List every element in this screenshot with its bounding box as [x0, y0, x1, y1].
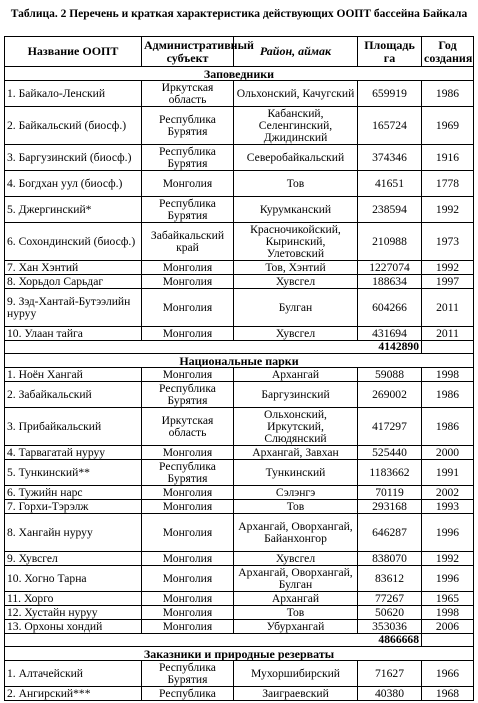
cell-area: 646287	[358, 514, 422, 552]
table-row	[5, 223, 474, 261]
table-row	[5, 514, 474, 552]
table-row	[5, 382, 474, 408]
header-name: Название ООПТ	[5, 37, 142, 67]
cell-name: 5. Джергинский*	[5, 197, 142, 223]
cell-area: 353036	[358, 620, 422, 634]
cell-name: 6. Тужийн нарс	[5, 486, 142, 500]
cell-area: 40380	[358, 687, 422, 701]
table-row	[5, 275, 474, 289]
cell-name: 3. Баргузинский (биосф.)	[5, 145, 142, 171]
cell-district: Красночикойский, Кыринский, Улетовский	[234, 223, 358, 261]
cell-name: 2. Забайкальский	[5, 382, 142, 408]
cell-district: Булган	[234, 289, 358, 327]
table-row	[5, 446, 474, 460]
section-title: Национальные парки	[5, 354, 474, 368]
cell-area: 1227074	[358, 261, 422, 275]
cell-year: 1998	[422, 606, 474, 620]
cell-district: Убурхангай	[234, 620, 358, 634]
header-district: Район, аймак	[234, 37, 358, 67]
cell-area: 41651	[358, 171, 422, 197]
cell-name: 2. Байкальский (биосф.)	[5, 107, 142, 145]
section-total: 4866668	[5, 634, 422, 647]
cell-district: Тов	[234, 500, 358, 514]
section-total-row	[5, 634, 474, 647]
cell-name: 4. Богдхан уул (биосф.)	[5, 171, 142, 197]
cell-year: 1986	[422, 408, 474, 446]
section-header-row	[5, 354, 474, 368]
cell-year: 1969	[422, 107, 474, 145]
cell-area: 604266	[358, 289, 422, 327]
cell-year: 1778	[422, 171, 474, 197]
table-row	[5, 261, 474, 275]
cell-year: 1992	[422, 197, 474, 223]
cell-year: 1992	[422, 261, 474, 275]
cell-admin: Монголия	[142, 368, 234, 382]
section-title: Заказники и природные резерваты	[5, 647, 474, 661]
cell-name: 1. Алтачейский	[5, 661, 142, 687]
cell-admin: Монголия	[142, 514, 234, 552]
cell-admin: Монголия	[142, 620, 234, 634]
cell-name: 1. Байкало-Ленский	[5, 81, 142, 107]
cell-admin: Республика	[142, 687, 234, 701]
cell-name: 9. Зэд-Хантай-Бутээлийн нуруу	[5, 289, 142, 327]
cell-name: 10. Хогно Тарна	[5, 566, 142, 592]
cell-area: 293168	[358, 500, 422, 514]
cell-name: 7. Горхи-Тэрэлж	[5, 500, 142, 514]
table-row	[5, 145, 474, 171]
section-header-row	[5, 647, 474, 661]
cell-year: 2011	[422, 289, 474, 327]
cell-year: 1986	[422, 382, 474, 408]
cell-area: 431694	[358, 327, 422, 341]
cell-district: Архангай, Завхан	[234, 446, 358, 460]
header-admin: Административный субъект	[142, 37, 234, 67]
cell-admin: Монголия	[142, 500, 234, 514]
cell-district: Тов, Хэнтий	[234, 261, 358, 275]
cell-district: Сэлэнгэ	[234, 486, 358, 500]
cell-district: Архангай, Оворхангай, Байанхонгор	[234, 514, 358, 552]
cell-admin: Монголия	[142, 261, 234, 275]
cell-name: 5. Тункинский**	[5, 460, 142, 486]
table-row	[5, 687, 474, 701]
cell-admin: Республика Бурятия	[142, 145, 234, 171]
cell-area: 659919	[358, 81, 422, 107]
cell-year: 2011	[422, 327, 474, 341]
table-row	[5, 661, 474, 687]
table-row	[5, 620, 474, 634]
cell-name: 8. Хорьдол Сарьдаг	[5, 275, 142, 289]
cell-area: 77267	[358, 592, 422, 606]
cell-admin: Республика Бурятия	[142, 197, 234, 223]
cell-name: 10. Улаан тайга	[5, 327, 142, 341]
table-row	[5, 460, 474, 486]
table-row	[5, 327, 474, 341]
cell-year: 1996	[422, 566, 474, 592]
table-row	[5, 566, 474, 592]
table-row	[5, 197, 474, 223]
cell-admin: Монголия	[142, 446, 234, 460]
cell-year: 1968	[422, 687, 474, 701]
cell-area: 165724	[358, 107, 422, 145]
table-row	[5, 81, 474, 107]
section-total-empty	[422, 634, 474, 647]
cell-year: 1996	[422, 514, 474, 552]
cell-district: Архангай	[234, 368, 358, 382]
table-row	[5, 171, 474, 197]
cell-name: 7. Хан Хэнтий	[5, 261, 142, 275]
cell-admin: Иркутская область	[142, 81, 234, 107]
table-row	[5, 289, 474, 327]
cell-district: Хувсгел	[234, 275, 358, 289]
cell-year: 1986	[422, 81, 474, 107]
cell-area: 70119	[358, 486, 422, 500]
cell-district: Архангай	[234, 592, 358, 606]
cell-district: Архангай, Оворхангай, Булган	[234, 566, 358, 592]
cell-area: 269002	[358, 382, 422, 408]
table-row	[5, 552, 474, 566]
cell-year: 1998	[422, 368, 474, 382]
cell-district: Тов	[234, 606, 358, 620]
table-row	[5, 486, 474, 500]
cell-name: 1. Ноён Хангай	[5, 368, 142, 382]
cell-district: Хувсгел	[234, 552, 358, 566]
cell-district: Заиграевский	[234, 687, 358, 701]
cell-area: 71627	[358, 661, 422, 687]
cell-year: 2006	[422, 620, 474, 634]
cell-area: 374346	[358, 145, 422, 171]
cell-name: 9. Хувсгел	[5, 552, 142, 566]
table-row	[5, 500, 474, 514]
header-area: Площадь га	[358, 37, 422, 67]
cell-area: 210988	[358, 223, 422, 261]
cell-admin: Монголия	[142, 592, 234, 606]
cell-district: Тов	[234, 171, 358, 197]
cell-year: 1993	[422, 500, 474, 514]
cell-year: 1916	[422, 145, 474, 171]
cell-admin: Забайкальский край	[142, 223, 234, 261]
cell-admin: Монголия	[142, 275, 234, 289]
cell-name: 3. Прибайкальский	[5, 408, 142, 446]
section-total-empty	[422, 341, 474, 354]
cell-year: 1966	[422, 661, 474, 687]
cell-area: 1183662	[358, 460, 422, 486]
cell-admin: Республика Бурятия	[142, 107, 234, 145]
cell-area: 238594	[358, 197, 422, 223]
table-row	[5, 408, 474, 446]
cell-year: 1991	[422, 460, 474, 486]
cell-admin: Монголия	[142, 327, 234, 341]
cell-name: 8. Хангайн нуруу	[5, 514, 142, 552]
cell-admin: Республика Бурятия	[142, 460, 234, 486]
cell-name: 12. Хустайн нуруу	[5, 606, 142, 620]
cell-admin: Монголия	[142, 486, 234, 500]
table-row	[5, 107, 474, 145]
section-header-row	[5, 67, 474, 81]
cell-name: 6. Сохондинский (биосф.)	[5, 223, 142, 261]
cell-year: 2000	[422, 446, 474, 460]
table-caption: Таблица. 2 Перечень и краткая характеристика действующих ООПТ бассейна Байкала	[10, 8, 468, 20]
cell-area: 525440	[358, 446, 422, 460]
cell-area: 417297	[358, 408, 422, 446]
cell-name: 4. Тарвагатай нуруу	[5, 446, 142, 460]
cell-year: 1997	[422, 275, 474, 289]
section-title: Заповедники	[5, 67, 474, 81]
cell-area: 59088	[358, 368, 422, 382]
header-row	[5, 37, 474, 67]
cell-district: Мухоршибирский	[234, 661, 358, 687]
cell-district: Тункинский	[234, 460, 358, 486]
cell-year: 1992	[422, 552, 474, 566]
cell-area: 188634	[358, 275, 422, 289]
section-total-row	[5, 341, 474, 354]
cell-name: 13. Орхоны хондий	[5, 620, 142, 634]
cell-admin: Монголия	[142, 606, 234, 620]
cell-area: 50620	[358, 606, 422, 620]
cell-admin: Монголия	[142, 171, 234, 197]
cell-district: Ольхонский, Качугский	[234, 81, 358, 107]
cell-year: 1965	[422, 592, 474, 606]
cell-name: 2. Ангирский***	[5, 687, 142, 701]
cell-district: Северобайкальский	[234, 145, 358, 171]
cell-name: 11. Хорго	[5, 592, 142, 606]
cell-area: 83612	[358, 566, 422, 592]
cell-year: 2002	[422, 486, 474, 500]
cell-area: 838070	[358, 552, 422, 566]
table-row	[5, 368, 474, 382]
table-row	[5, 606, 474, 620]
section-total: 4142890	[5, 341, 422, 354]
cell-admin: Республика Бурятия	[142, 382, 234, 408]
table-row	[5, 592, 474, 606]
cell-admin: Монголия	[142, 566, 234, 592]
cell-year: 1973	[422, 223, 474, 261]
cell-admin: Монголия	[142, 289, 234, 327]
cell-district: Баргузинский	[234, 382, 358, 408]
cell-admin: Иркутская область	[142, 408, 234, 446]
cell-admin: Республика Бурятия	[142, 661, 234, 687]
protected-areas-table	[4, 36, 474, 701]
cell-district: Курумканский	[234, 197, 358, 223]
cell-district: Кабанский, Селенгинский, Джидинский	[234, 107, 358, 145]
cell-district: Ольхонский, Иркутский, Слюдянский	[234, 408, 358, 446]
cell-district: Хувсгел	[234, 327, 358, 341]
header-year: Год создания	[422, 37, 474, 67]
cell-admin: Монголия	[142, 552, 234, 566]
